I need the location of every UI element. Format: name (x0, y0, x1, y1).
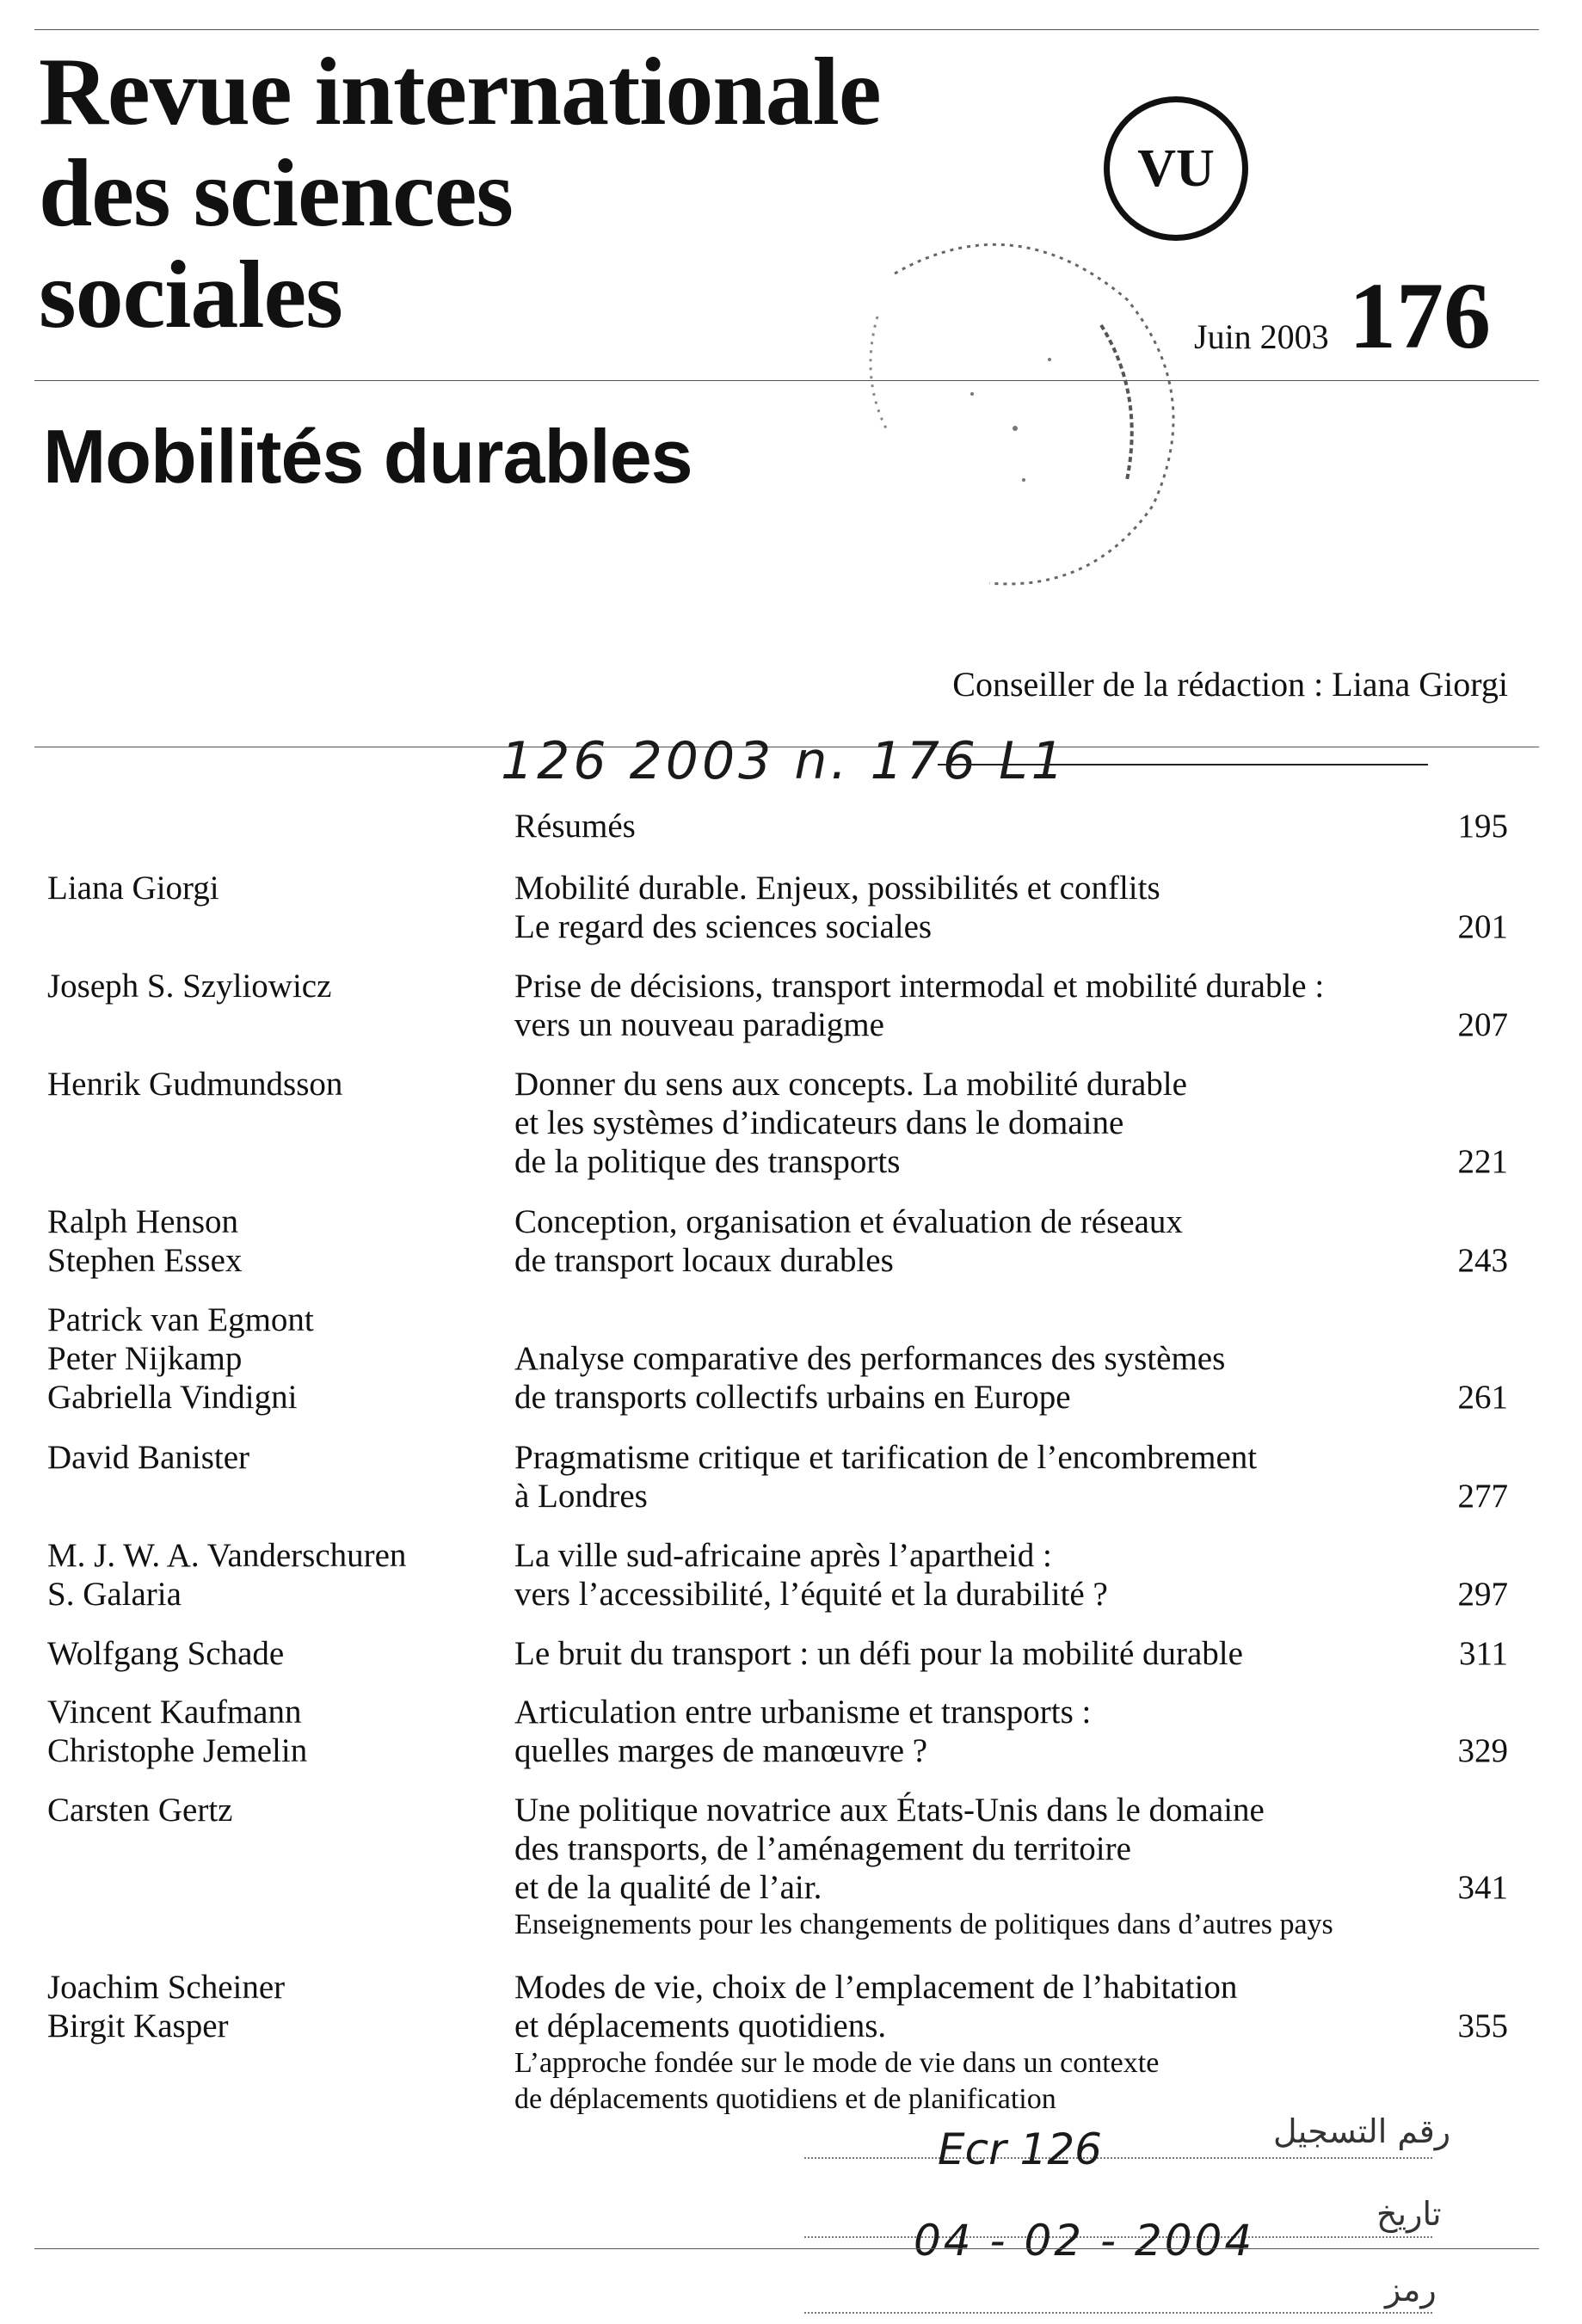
postmark-stamp (843, 222, 1204, 609)
toc-page-number: 221 (1457, 1143, 1508, 1180)
journal-title (39, 41, 881, 346)
toc-title (514, 1202, 1461, 1280)
toc-page-number: 297 (1457, 1576, 1508, 1613)
toc-title-line: vers l’accessibilité, l’équité et la durabilité ? (514, 1576, 1108, 1613)
top-rule (34, 29, 1539, 30)
stamp-line (804, 2157, 1432, 2159)
toc-subtitle: Enseignements pour les changements de politiques dans d’autres pays (514, 1909, 1333, 1940)
toc-author: Christophe Jemelin (47, 1732, 308, 1769)
toc-authors (47, 1065, 495, 1104)
toc-title-line: de transports collectifs urbains en Europe (514, 1379, 1071, 1416)
toc-subtitle: de déplacements quotidiens et de planification (514, 2083, 1056, 2115)
toc-title (514, 1634, 1461, 1673)
toc-author: Peter Nijkamp (47, 1340, 243, 1377)
stamp-label-code: رمز (1385, 2271, 1437, 2309)
toc-page-number: 207 (1457, 1006, 1508, 1043)
toc-authors (47, 1693, 495, 1770)
toc-author: Patrick van Egmont (47, 1301, 314, 1338)
issue-number: 176 (1349, 263, 1491, 368)
editor-line: Conseiller de la rédaction : Liana Giorgi (952, 665, 1508, 704)
toc-title (514, 1968, 1461, 2118)
toc-author: Liana Giorgi (47, 870, 219, 907)
toc-page-number: 329 (1457, 1732, 1508, 1769)
toc-title-line: et déplacements quotidiens. (514, 2007, 887, 2044)
toc-authors (47, 869, 495, 907)
toc-page-number: 311 (1458, 1635, 1508, 1672)
toc-page-number: 261 (1457, 1379, 1508, 1416)
handwritten-reference: 126 2003 n. 176 L1 (501, 731, 1068, 791)
toc-author: Joseph S. Szyliowicz (47, 968, 332, 1005)
toc-author: Joachim Scheiner (47, 1969, 286, 2006)
toc-authors (47, 1300, 495, 1417)
toc-author: Ralph Henson (47, 1203, 239, 1240)
toc-title-line: Prise de décisions, transport intermodal et mobilité durable : (514, 968, 1325, 1005)
toc-title (514, 967, 1461, 1044)
toc-title-line: Pragmatisme critique et tarification de l’encombrement (514, 1439, 1258, 1476)
toc-page-number: 195 (1457, 808, 1508, 845)
toc-title-line: de la politique des transports (514, 1143, 901, 1180)
toc-page-number: 277 (1457, 1478, 1508, 1515)
toc-title (514, 869, 1461, 946)
vu-stamp: VU (1104, 96, 1248, 241)
toc-author: Carsten Gertz (47, 1792, 233, 1829)
toc-author: Gabriella Vindigni (47, 1379, 298, 1416)
issue-date: Juin 2003 (1194, 317, 1329, 356)
toc-subtitle: L’approche fondée sur le mode de vie dans un contexte (514, 2047, 1160, 2079)
handwritten-strike (938, 764, 1428, 765)
toc-title-line: Le regard des sciences sociales (514, 908, 933, 945)
journal-title-line-2: des sciences (39, 140, 514, 247)
handwritten-code: Ecr 126 (938, 2124, 1102, 2174)
toc-title (514, 1693, 1461, 1770)
toc-authors (47, 1791, 495, 1829)
toc-author: Wolfgang Schade (47, 1635, 285, 1672)
toc-title-line: Conception, organisation et évaluation de réseaux (514, 1203, 1183, 1240)
toc-title (514, 1536, 1461, 1614)
toc-title (514, 1791, 1461, 1943)
toc-author: S. Galaria (47, 1576, 182, 1613)
toc-page-number: 341 (1457, 1869, 1508, 1906)
toc-author: Vincent Kaufmann (47, 1694, 302, 1731)
toc-title-line: Mobilité durable. Enjeux, possibilités et conflits (514, 870, 1160, 907)
handwritten-date: 04 - 02 - 2004 (914, 2216, 1255, 2266)
toc-title (514, 1438, 1461, 1516)
toc-title-line: Donner du sens aux concepts. La mobilité durable (514, 1066, 1187, 1103)
toc-title-line: à Londres (514, 1478, 648, 1515)
toc-title-line: quelles marges de manœuvre ? (514, 1732, 928, 1769)
stamp-line (804, 2312, 1432, 2314)
toc-title-line: et de la qualité de l’air. (514, 1869, 822, 1906)
bottom-rule (34, 2248, 1539, 2249)
toc-authors (47, 1968, 495, 2045)
toc-title-line: Analyse comparative des performances des systèmes (514, 1340, 1226, 1377)
toc-author: David Banister (47, 1439, 250, 1476)
title-rule (34, 380, 1539, 381)
theme-title: Mobilités durables (43, 414, 693, 499)
toc-authors (47, 1536, 495, 1614)
toc-author: M. J. W. A. Vanderschuren (47, 1537, 407, 1574)
toc-title-line: La ville sud-africaine après l’apartheid : (514, 1537, 1052, 1574)
stamp-label-registration: رقم التسجيل (1273, 2112, 1451, 2150)
stamp-label-date: تاريخ (1376, 2195, 1442, 2233)
toc-title (514, 807, 1461, 845)
toc-page-number: 201 (1457, 908, 1508, 945)
toc-author: Stephen Essex (47, 1242, 243, 1279)
toc-title-line: vers un nouveau paradigme (514, 1006, 884, 1043)
toc-title-line: Modes de vie, choix de l’emplacement de l’habitation (514, 1969, 1238, 2006)
toc-title-line: Le bruit du transport : un défi pour la mobilité durable (514, 1635, 1243, 1672)
toc-title-line: de transport locaux durables (514, 1242, 894, 1279)
toc-authors (47, 1634, 495, 1673)
toc-authors (47, 1438, 495, 1477)
toc-page-number: 355 (1457, 2007, 1508, 2044)
toc-title-line: des transports, de l’aménagement du territoire (514, 1830, 1131, 1867)
toc-title-line: Articulation entre urbanisme et transports : (514, 1694, 1092, 1731)
toc-title (514, 1065, 1461, 1181)
toc-page-number: 243 (1457, 1242, 1508, 1279)
toc-title-line: Une politique novatrice aux États-Unis dans le domaine (514, 1792, 1265, 1829)
journal-title-line-1: Revue internationale (39, 39, 881, 145)
toc-title-line: Résumés (514, 808, 636, 845)
toc-author: Henrik Gudmundsson (47, 1066, 343, 1103)
toc-authors (47, 967, 495, 1005)
toc-title (514, 1339, 1461, 1417)
toc-author: Birgit Kasper (47, 2007, 229, 2044)
journal-title-line-3: sociales (39, 242, 342, 348)
toc-authors (47, 1202, 495, 1280)
toc-title-line: et les systèmes d’indicateurs dans le domaine (514, 1104, 1124, 1141)
